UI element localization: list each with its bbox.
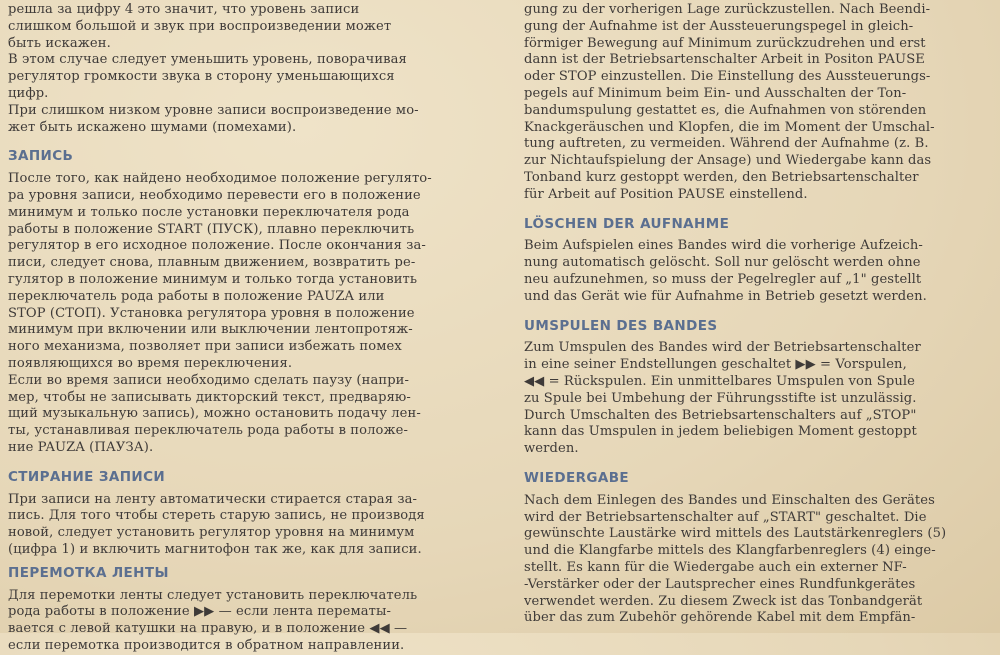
- text-line: новой, следует установить регулятор уровня на минимум: [8, 525, 415, 541]
- text-line: гулятор в положение минимум и только тогда установить: [8, 271, 418, 287]
- text-line: работы в положение START (ПУСК), плавно переключить: [8, 221, 415, 237]
- heading-stiranie: СТИРАНИЕ ЗАПИСИ: [8, 468, 166, 485]
- text-line: щий музыкальную запись), можно остановить подачу лен-: [8, 406, 421, 422]
- text-line: verwendet werden. Zu diesem Zweck ist das Tonbandgerät: [524, 593, 923, 609]
- text-line: -Verstärker oder der Lautsprecher eines Rundfunkgerätes: [524, 576, 916, 592]
- text-line: Nach dem Einlegen des Bandes und Einschalten des Gerätes: [524, 492, 935, 508]
- text-line: über das zum Zubehör gehörende Kabel mit dem Empfän-: [524, 610, 916, 626]
- text-line: und die Klangfarbe mittels des Klangfarbenreglers (4) einge-: [524, 543, 936, 559]
- text-line: und das Gerät wie für Aufnahme in Betrieb gesetzt werden.: [524, 288, 927, 304]
- heading-peremotka: ПЕРЕМОТКА ЛЕНТЫ: [8, 564, 169, 581]
- text-line: ние PAUZA (ПАУЗА).: [8, 439, 154, 455]
- text-line: werden.: [524, 441, 579, 457]
- text-line: минимум и только после установки переключателя рода: [8, 204, 410, 220]
- peremotka-paragraph: [8, 588, 486, 655]
- text-line: wird der Betriebsartenschalter auf „START" geschaltet. Die: [524, 509, 927, 525]
- intro-paragraph-de: [524, 2, 994, 204]
- intro-paragraph: [8, 2, 486, 136]
- text-line: Knackgeräuschen und Klopfen, die im Moment der Umschal-: [524, 119, 935, 135]
- text-line: ного механизма, позволяет при записи избежать помех: [8, 339, 402, 355]
- text-line: ра уровня записи, необходимо перевести его в положение: [8, 187, 421, 203]
- text-line: мер, чтобы не записывать дикторский текст, предваряю-: [8, 389, 411, 405]
- text-line: если перемотка производится в обратном направлении.: [8, 637, 405, 653]
- heading-loeschen: LÖSCHEN DER AUFNAHME: [524, 215, 730, 232]
- text-line: регулятор в его исходное положение. После окончания за-: [8, 238, 426, 254]
- text-line: При слишком низком уровне записи воспроизведение мо-: [8, 102, 419, 118]
- text-line: Durch Umschalten des Betriebsartenschalters auf „STOP": [524, 407, 917, 423]
- text-line: zur Nichtaufspielung der Ansage) und Wiedergabe kann das: [524, 153, 932, 169]
- text-line: цифр.: [8, 85, 49, 101]
- text-line: переключатель рода работы в положение PAUZA или: [8, 288, 385, 304]
- text-line: zu Spule bei Umbehung der Führungsstifte ist unzulässig.: [524, 390, 917, 406]
- text-line: in eine seiner Endstellungen geschaltet ▶▶ = Vorspulen,: [524, 357, 907, 373]
- text-line: STOP (СТОП). Установка регулятора уровня в положение: [8, 305, 415, 321]
- text-line: pegels auf Minimum beim Ein- und Ausschalten der Ton-: [524, 85, 907, 101]
- text-line: Для перемотки ленты следует установить переключатель: [8, 587, 418, 603]
- text-line: gewünschte Laustärke wird mittels des Lautstärkenreglers (5): [524, 526, 947, 542]
- text-line: вается с левой катушки на правую, и в положение ◀◀ —: [8, 621, 408, 637]
- text-line: ты, устанавливая переключатель рода работы в положе-: [8, 423, 409, 439]
- text-line: stellt. Es kann für die Wiedergabe auch ein externer NF-: [524, 559, 907, 575]
- left-column-russian: [8, 0, 486, 655]
- text-line: В этом случае следует уменьшить уровень, поворачивая: [8, 52, 407, 68]
- text-line: nung automatisch gelöscht. Soll nur gelöscht werden ohne: [524, 255, 921, 271]
- text-line: пись. Для того чтобы стереть старую запись, не производя: [8, 508, 425, 524]
- heading-zapis: ЗАПИСЬ: [8, 148, 74, 165]
- text-line: После того, как найдено необходимое положение регулято-: [8, 171, 432, 187]
- text-line: быть искажен.: [8, 35, 111, 51]
- text-line: Beim Aufspielen eines Bandes wird die vorherige Aufzeich-: [524, 238, 923, 254]
- text-line: kann das Umspulen in jedem beliebigen Moment gestoppt: [524, 424, 917, 440]
- text-line: писи, следует снова, плавным движением, возвратить ре-: [8, 255, 416, 271]
- wiedergabe-paragraph: [524, 493, 994, 627]
- text-line: gung zu der vorherigen Lage zurückzustellen. Nach Beendi-: [524, 2, 931, 17]
- stiranie-paragraph: [8, 492, 486, 559]
- text-line: gung der Aufnahme ist der Aussteuerungspegel in gleich-: [524, 18, 914, 34]
- heading-umspulen: UMSPULEN DES BANDES: [524, 317, 718, 334]
- text-line: появляющихся во время переключения.: [8, 355, 293, 371]
- text-line: регулятор громкости звука в сторону уменьшающихся: [8, 69, 395, 85]
- loeschen-paragraph: [524, 238, 994, 305]
- text-line: жет быть искажено шумами (помехами).: [8, 119, 297, 135]
- text-line: ◀◀ = Rückspulen. Ein unmittelbares Umspulen von Spule: [524, 373, 915, 389]
- text-line: neu aufzunehmen, so muss der Pegelregler auf „1" gestellt: [524, 271, 922, 287]
- heading-wiedergabe: WIEDERGABE: [524, 469, 629, 486]
- text-line: Если во время записи необходимо сделать паузу (напри-: [8, 372, 410, 388]
- text-line: oder STOP einzustellen. Die Einstellung des Aussteuerungs-: [524, 69, 931, 85]
- text-line: dann ist der Betriebsartenschalter Arbeit in Positon PAUSE: [524, 52, 925, 68]
- text-line: (цифра 1) и включить магнитофон так же, как для записи.: [8, 541, 422, 557]
- text-line: förmiger Bewegung auf Minimum zurückzudrehen und erst: [524, 35, 926, 51]
- zapis-paragraph: [8, 171, 486, 457]
- text-line: Zum Umspulen des Bandes wird der Betriebsartenschalter: [524, 340, 921, 356]
- text-line: минимум при включении или выключении лентопротяж-: [8, 322, 413, 338]
- text-line: При записи на ленту автоматически стирается старая за-: [8, 491, 417, 507]
- right-column-german: [524, 0, 994, 627]
- text-line: tung auftreten, zu vermeiden. Während der Aufnahme (z. B.: [524, 136, 929, 152]
- text-line: решла за цифру 4 это значит, что уровень записи: [8, 2, 360, 17]
- text-line: für Arbeit auf Position PAUSE einstellend.: [524, 186, 808, 202]
- umspulen-paragraph: [524, 340, 994, 458]
- text-line: bandumspulung gestattet es, die Aufnahmen von störenden: [524, 102, 927, 118]
- text-line: рода работы в положение ▶▶ — если лента перематы-: [8, 604, 392, 620]
- text-line: слишком большой и звук при воспроизведении может: [8, 18, 392, 34]
- text-line: Tonband kurz gestoppt werden, den Betriebsartenschalter: [524, 169, 919, 185]
